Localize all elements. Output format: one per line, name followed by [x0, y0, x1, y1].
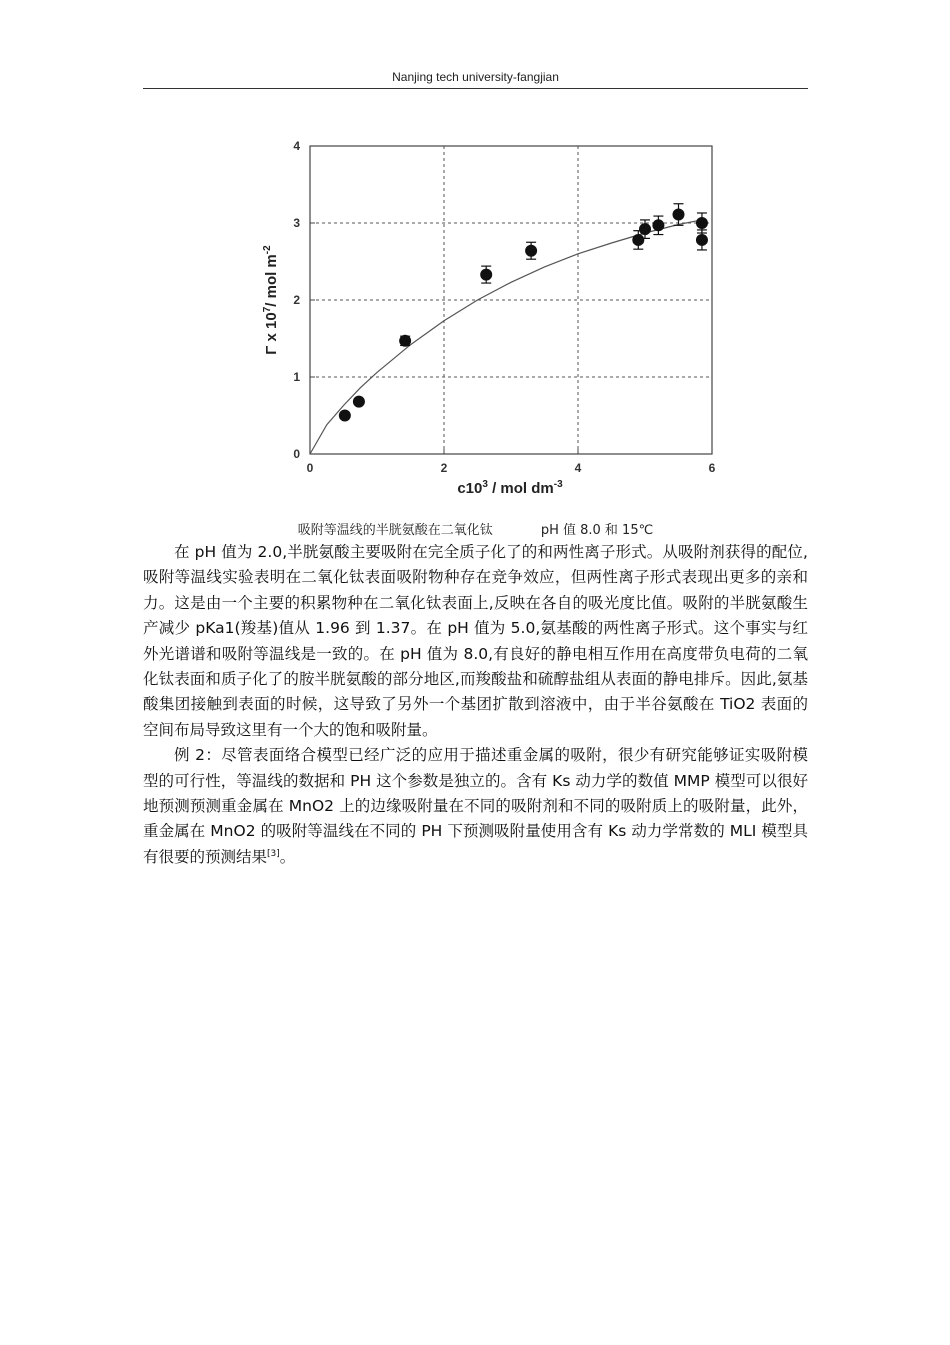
x-tick-label: 6 [708, 461, 716, 475]
y-axis-label: Γ x $10^7/$ mol $m^{-2}$ [262, 245, 280, 355]
adsorption-isotherm-chart [250, 130, 730, 510]
y-tick-label: 3 [293, 216, 300, 230]
x-tick-label: 0 [306, 461, 314, 475]
x-tick-label: 2 [440, 461, 448, 475]
data-point [339, 410, 351, 422]
data-point [399, 335, 411, 347]
x-axis-label: $c10^3$ / mol $dm^{-3}$ [457, 479, 563, 497]
caption-conditions: pH 值 8.0 和 15℃ [540, 523, 654, 538]
citation-ref: [3] [267, 848, 280, 859]
data-point [696, 234, 708, 246]
data-point [632, 234, 644, 246]
caption-text: 吸附等温线的半胱氨酸在二氧化钛 [297, 523, 493, 538]
paragraph-2-text: 例 2：尽管表面络合模型已经广泛的应用于描述重金属的吸附，很少有研究能够证实吸附模型的可行性，等温线的数据和 PH 这个参数是独立的。含有 Ks 动力学的数值 MMP 模型可以很好地预测预测重金属在 MnO2 上的边缘吸附量在不同的吸附剂和不同的吸附质上的吸附量，此外，重金属在 MnO2 的吸附等温线在不同的 PH 下预测吸附量使用含有 Ks 动力学常数的 MLI 模型具有很要的预测结果 [143, 746, 808, 866]
y-tick-label: 0 [293, 447, 300, 461]
adsorption-isotherm-figure [250, 130, 730, 510]
y-tick-label: 2 [293, 293, 300, 307]
data-point [480, 269, 492, 281]
fit-curve [310, 219, 705, 454]
grid-lines [310, 146, 712, 454]
y-tick-label: 4 [293, 139, 300, 153]
header-rule [143, 88, 808, 89]
axis-ticks [293, 139, 715, 475]
data-point [525, 245, 537, 257]
data-point [353, 396, 365, 408]
data-point [696, 217, 708, 229]
paragraph-2-end: 。 [279, 847, 296, 866]
paragraph-2 [143, 743, 808, 870]
data-point [673, 209, 685, 221]
y-tick-label: 1 [293, 370, 300, 384]
page-header: Nanjing tech university-fangjian [392, 70, 559, 84]
x-tick-label: 4 [574, 461, 582, 475]
data-point [652, 219, 664, 231]
body-text [143, 540, 808, 870]
paragraph-1: 在 pH 值为 2.0,半胱氨酸主要吸附在完全质子化了的和两性离子形式。从吸附剂获得的配位,吸附等温线实验表明在二氧化钛表面吸附物种存在竞争效应，但两性离子形式表现出更多的亲和力。这是由一个主要的积累物种在二氧化钛表面上,反映在各自的吸光度比值。吸附的半胱氨酸生产减少 pKa1(羧基)值从 1.96 到 1.37。在 pH 值为 5.0,氨基酸的两性离子形式。这个事实与红外光谱谱和吸附等温线是一致的。在 pH 值为 8.0,有良好的静电相互作用在高度带负电荷的二氧化钛表面和质子化了的胺半胱氨酸的部分地区,而羧酸盐和硫醇盐组从表面的静电排斥。因此,氨基酸集团接触到表面的时候，这导致了另外一个基团扩散到溶液中，由于半谷氨酸在 TiO2 表面的空间布局导致这里有一个大的饱和吸附量。 [143, 543, 808, 739]
data-points [339, 204, 708, 422]
figure-caption [143, 519, 808, 538]
data-point [639, 223, 651, 235]
